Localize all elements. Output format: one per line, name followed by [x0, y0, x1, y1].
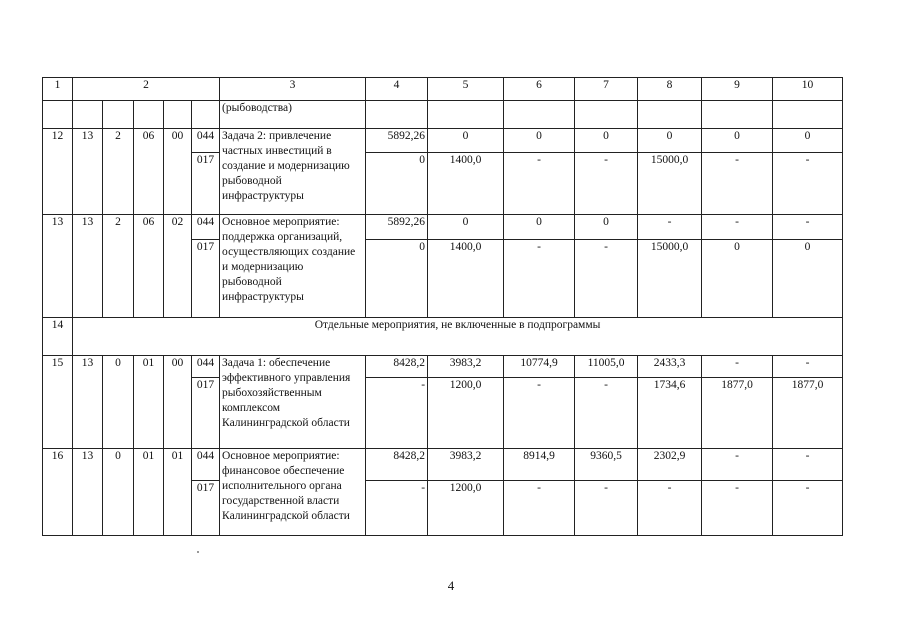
budget-table: [42, 77, 843, 536]
activity-name: Основное мероприятие: финансовое обеспечение исполнительного органа государственной власти Калининградской области: [220, 449, 366, 536]
table-row: 13 13 2 06 02 044 Основное мероприятие: поддержка организаций, осуществляющих создание и модернизацию рыбоводной инфраструктуры 5892,26 0 0 0 - - -: [43, 215, 843, 240]
header-cell: 9: [702, 78, 773, 101]
table-row: 017 0 1400,0 - - 15000,0 0 0: [43, 240, 843, 318]
header-cell: 1: [43, 78, 73, 101]
table-row: 12 13 2 06 00 044 Задача 2: привлечение частных инвестиций в создание и модернизацию рыбоводной инфраструктуры 5892,26 0 0 0 0 0 0: [43, 129, 843, 153]
continuation-text: (рыбоводства): [220, 101, 366, 129]
header-cell: 8: [638, 78, 702, 101]
activity-name: Основное мероприятие: поддержка организаций, осуществляющих создание и модернизацию рыбоводной инфраструктуры: [220, 215, 366, 318]
table-row: 15 13 0 01 00 044 Задача 1: обеспечение эффективного управления рыбохозяйственным комплексом Калининградской области 8428,2 3983,2 10774,9 11005,0 2433,3 - -: [43, 356, 843, 378]
header-row: [43, 78, 843, 101]
table-row: 017 - 1200,0 - - - - -: [43, 481, 843, 536]
continuation-row: [43, 101, 843, 129]
header-cell: 7: [575, 78, 638, 101]
activity-name: Задача 2: привлечение частных инвестиций в создание и модернизацию рыбоводной инфраструктуры: [220, 129, 366, 215]
header-cell: 3: [220, 78, 366, 101]
header-cell: 5: [428, 78, 504, 101]
header-cell: 6: [504, 78, 575, 101]
section-number: 14: [43, 318, 73, 356]
header-cell: 4: [366, 78, 428, 101]
page-number: 4: [447, 578, 455, 593]
activity-name: Задача 1: обеспечение эффективного управления рыбохозяйственным комплексом Калининградской области: [220, 356, 366, 449]
table-row: 017 - 1200,0 - - 1734,6 1877,0 1877,0: [43, 378, 843, 449]
table-row: 017 0 1400,0 - - 15000,0 - -: [43, 153, 843, 215]
section-row: [43, 318, 843, 356]
section-title: Отдельные мероприятия, не включенные в подпрограммы: [73, 318, 843, 356]
header-cell: 10: [773, 78, 843, 101]
header-cell: 2: [73, 78, 220, 101]
table-row: 16 13 0 01 01 044 Основное мероприятие: финансовое обеспечение исполнительного органа государственной власти Калининградской области 8428,2 3983,2 8914,9 9360,5 2302,9 - -: [43, 449, 843, 481]
scan-speck: [197, 551, 199, 553]
